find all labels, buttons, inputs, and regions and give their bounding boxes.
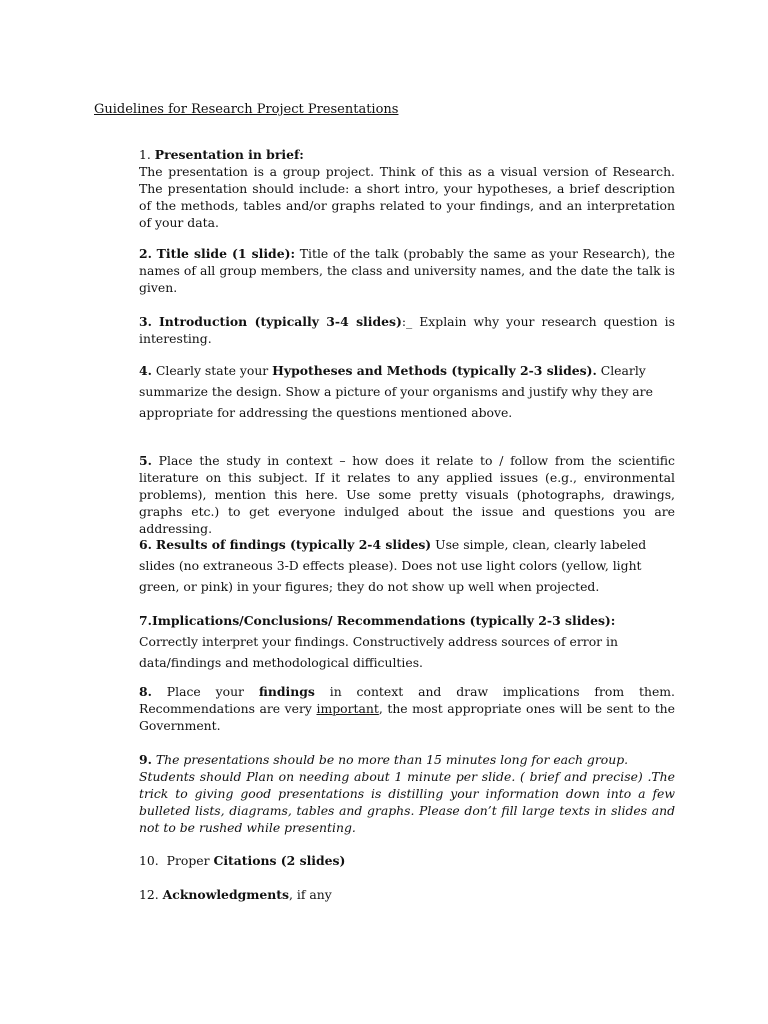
- item-heading: Implications/Conclusions/ Recommendations (typically 2-3 slides):: [151, 613, 616, 628]
- item-body: Title of the talk (probably the same as your Research), the names of all group members, the class and university names, and the date the talk is given.: [139, 246, 675, 295]
- guideline-item-3: 3. Introduction (typically 3-4 slides):_ Explain why your research question is interesting.: [139, 314, 675, 346]
- item-number: 12.: [139, 887, 159, 902]
- guideline-item-10: 10. Proper Citations (2 slides): [139, 853, 346, 868]
- item-heading: Introduction (typically 3-4 slides): [158, 314, 402, 329]
- item-body: Place the study in context – how does it relate to / follow from the scientific literature on this subject. If it relates to any applied issues (e.g., environmental problems), mention this here. Use some pretty visuals (photographs, drawings, graphs etc.) to get everyone indulged about the issue and questions you are addressing.: [139, 453, 675, 536]
- guideline-item-9: [139, 751, 675, 836]
- item-heading: Hypotheses and Methods (typically 2-3 slides).: [272, 363, 597, 378]
- item-number: 4.: [139, 363, 152, 378]
- item-body: Use simple, clean, clearly labeled slides (no extraneous 3-D effects please). Does not use light colors (yellow, light green, or pink) in your figures; they do not show up well when projected.: [139, 537, 647, 594]
- item-heading: Results of findings (typically 2-4 slides): [155, 537, 432, 552]
- item-number: 9.: [139, 752, 152, 767]
- item-body: Clearly summarize the design. Show a picture of your organisms and justify why they are appropriate for addressing the questions mentioned above.: [139, 363, 653, 420]
- item-body: , if any: [288, 887, 332, 902]
- guideline-item-7: [139, 610, 675, 673]
- guideline-item-6: [139, 534, 675, 597]
- item-number: 8.: [139, 684, 152, 699]
- item-number: 10.: [139, 853, 159, 868]
- guideline-item-2: [139, 245, 675, 296]
- item-number: 2.: [139, 246, 152, 261]
- item-heading: Title slide (1 slide):: [156, 246, 296, 261]
- guideline-item-5: [139, 452, 675, 537]
- item-body: Explain why your research question is interesting.: [139, 314, 675, 346]
- item-number: 7.: [139, 613, 152, 628]
- document-title: Guidelines for Research Project Presentations: [94, 102, 399, 117]
- item-body: The presentation is a group project. Think of this as a visual version of Research. The presentation should include: a short intro, your hypotheses, a brief description of the methods, tables and/or graphs related to your findings, and an interpretation of your data.: [139, 164, 675, 230]
- guideline-item-1: 1. Presentation in brief: The presentation is a group project. Think of this as a visual version of Research. The presentation should include: a short intro, your hypotheses, a brief description of the methods, tables and/or graphs related to your findings, and an interpretation of your data.: [139, 147, 675, 230]
- item-heading: Presentation in brief:: [154, 147, 304, 162]
- item-heading: Citations (2 slides): [213, 853, 346, 868]
- guideline-item-12: [139, 886, 675, 903]
- item-number: 5.: [139, 453, 152, 468]
- item-heading: findings: [258, 684, 315, 699]
- guideline-item-8: 8. Place your findings in context and draw implications from them. Recommendations are very important, the most appropriate ones will be sent to the Government.: [139, 684, 675, 733]
- underlined-word: important: [316, 701, 379, 716]
- item-number: 3.: [139, 314, 152, 329]
- item-heading: Acknowledgments: [162, 887, 289, 902]
- item-body: Correctly interpret your findings. Constructively address sources of error in data/findings and methodological difficulties.: [139, 634, 618, 670]
- guideline-item-4: 4. Clearly state your Hypotheses and Methods (typically 2-3 slides). Clearly summarize the design. Show a picture of your organisms and justify why they are appropriate for addressing the questions mentioned above.: [139, 363, 653, 420]
- item-body-line1: The presentations should be no more than 15 minutes long for each group.: [155, 752, 629, 767]
- item-body-line2: Students should Plan on needing about 1 minute per slide. ( brief and precise) .The trick to giving good presentations is distilling your information down into a few bulleted lists, diagrams, tables and graphs. Please don’t fill large texts in slides and not to be rushed while presenting.: [139, 769, 675, 835]
- item-number: 1: [139, 147, 147, 162]
- item-number: 6.: [139, 537, 152, 552]
